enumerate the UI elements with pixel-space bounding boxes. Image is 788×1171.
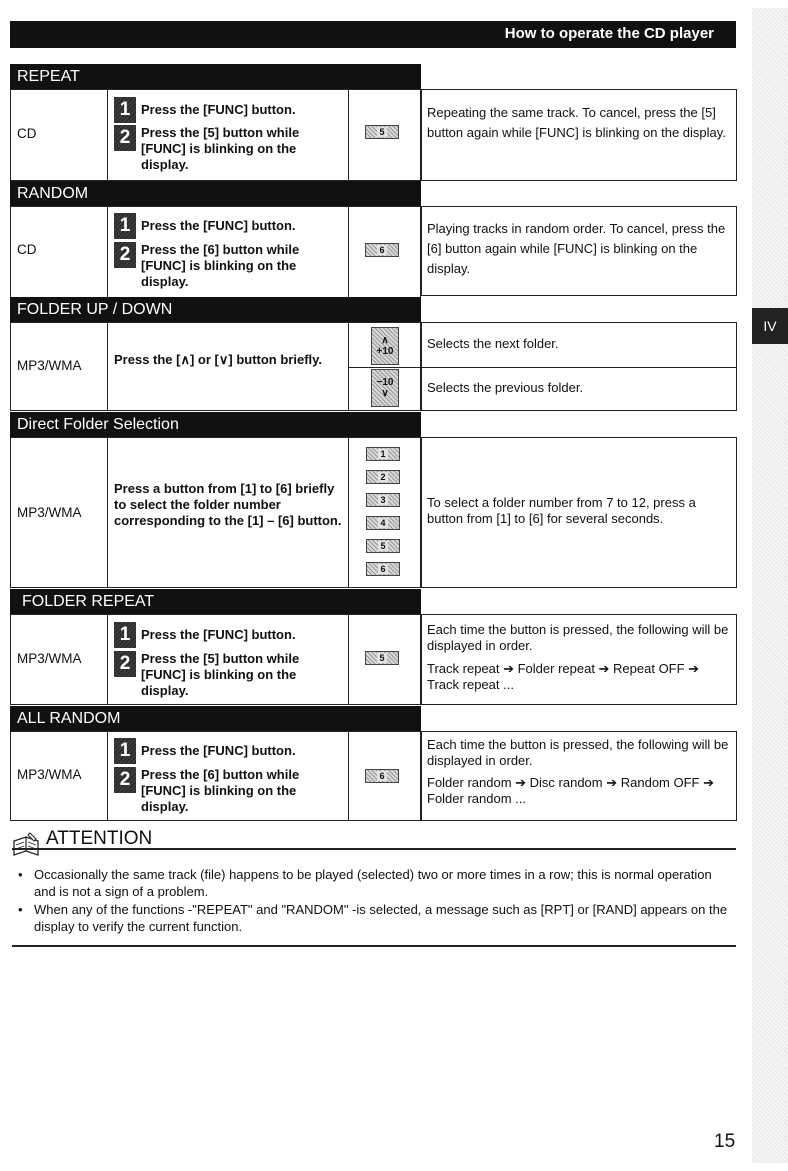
repeat-description: Repeating the same track. To cancel, press the [5] button again while [FUNC] is blinking on the display.: [427, 105, 726, 140]
folder-repeat-step-2: [114, 651, 341, 699]
all-random-source: MP3/WMA: [17, 767, 82, 782]
page-header: [10, 21, 736, 48]
book-hand-icon: [12, 831, 42, 859]
section-header-folder-repeat: FOLDER REPEAT: [10, 589, 421, 614]
attention-heading: [12, 829, 736, 850]
folder-repeat-step-1-text: Press the [FUNC] button.: [141, 627, 296, 642]
step-number-2-icon: 2: [114, 242, 136, 268]
random-description: Playing tracks in random order. To cancel, press the [6] button again while [FUNC] is blinking on the display.: [427, 221, 726, 276]
folder-repeat-source: MP3/WMA: [17, 651, 82, 666]
step-number-1-icon: 1: [114, 213, 136, 239]
all-random-step-2-text: Press the [6] button while [FUNC] is blinking on the display.: [141, 767, 300, 814]
folder-repeat-description: Each time the button is pressed, the following will be displayed in order.: [427, 622, 729, 653]
folder-down-button-icon: −10 ∨: [371, 369, 399, 407]
button-2-icon: 2: [366, 470, 400, 484]
page-edge-strip: [752, 8, 788, 1163]
step-number-2-icon: 2: [114, 767, 136, 793]
section-header-all-random: ALL RANDOM: [10, 706, 421, 731]
page-title: How to operate the CD player: [504, 25, 714, 42]
folder-updown-instruction: Press the [∧] or [∨] button briefly.: [114, 352, 323, 367]
repeat-step-2-text: Press the [5] button while [FUNC] is blinking on the display.: [141, 125, 300, 172]
random-source: CD: [17, 242, 37, 257]
folder-repeat-step-2-text: Press the [5] button while [FUNC] is blinking on the display.: [141, 651, 300, 698]
step-number-1-icon: 1: [114, 738, 136, 764]
button-5-icon: 5: [365, 651, 399, 665]
attention-note: • When any of the functions -"REPEAT" and "RANDOM" -is selected, a message such as [RPT] or [RAND] appears on the display to verify the current function.: [16, 901, 736, 935]
divider: [12, 945, 736, 947]
folder-updown-source: MP3/WMA: [17, 358, 82, 373]
random-step-2-text: Press the [6] button while [FUNC] is blinking on the display.: [141, 242, 300, 289]
button-6-icon: 6: [366, 562, 400, 576]
random-step-1: [114, 213, 296, 239]
all-random-step-2: [114, 767, 341, 815]
folder-repeat-sequence: Track repeat ➔ Folder repeat ➔ Repeat OFF ➔ Track repeat ...: [427, 661, 700, 692]
direct-folder-description: To select a folder number from 7 to 12, press a button from [1] to [6] for several seconds.: [427, 495, 696, 526]
all-random-step-1: [114, 738, 296, 764]
section-header-repeat: REPEAT: [10, 64, 421, 89]
button-5-icon: 5: [366, 539, 400, 553]
button-6-icon: 6: [365, 243, 399, 257]
step-number-2-icon: 2: [114, 651, 136, 677]
attention-note: • Occasionally the same track (file) happens to be played (selected) two or more times in a row; this is normal operation and is not a sign of a problem.: [16, 866, 736, 900]
all-random-step-1-text: Press the [FUNC] button.: [141, 743, 296, 758]
folder-up-button-icon: ∧ +10: [371, 327, 399, 365]
random-step-2: [114, 242, 341, 290]
page-number: 15: [714, 1131, 736, 1152]
button-5-icon: 5: [365, 125, 399, 139]
direct-folder-instruction: Press a button from [1] to [6] briefly to select the folder number corresponding to the [1] – [6] button.: [114, 481, 342, 528]
section-header-random: RANDOM: [10, 181, 421, 206]
repeat-source: CD: [17, 126, 37, 141]
random-step-1-text: Press the [FUNC] button.: [141, 218, 296, 233]
attention-title: ATTENTION: [46, 828, 153, 849]
repeat-step-1-text: Press the [FUNC] button.: [141, 102, 296, 117]
step-number-2-icon: 2: [114, 125, 136, 151]
repeat-step-2: [114, 125, 341, 173]
section-header-folder-updown: FOLDER UP / DOWN: [10, 297, 421, 322]
chapter-tab: IV: [752, 308, 788, 344]
folder-down-description: Selects the previous folder.: [427, 380, 584, 395]
section-header-direct-folder: Direct Folder Selection: [10, 412, 421, 437]
step-number-1-icon: 1: [114, 622, 136, 648]
repeat-step-1: [114, 97, 296, 123]
all-random-description: Each time the button is pressed, the following will be displayed in order.: [427, 737, 729, 768]
step-number-1-icon: 1: [114, 97, 136, 123]
attention-notes: [16, 866, 736, 936]
button-3-icon: 3: [366, 493, 400, 507]
direct-folder-source: MP3/WMA: [17, 505, 82, 520]
button-4-icon: 4: [366, 516, 400, 530]
button-6-icon: 6: [365, 769, 399, 783]
folder-up-description: Selects the next folder.: [427, 336, 559, 351]
button-1-icon: 1: [366, 447, 400, 461]
folder-repeat-step-1: [114, 622, 296, 648]
all-random-sequence: Folder random ➔ Disc random ➔ Random OFF ➔ Folder random ...: [427, 775, 714, 806]
